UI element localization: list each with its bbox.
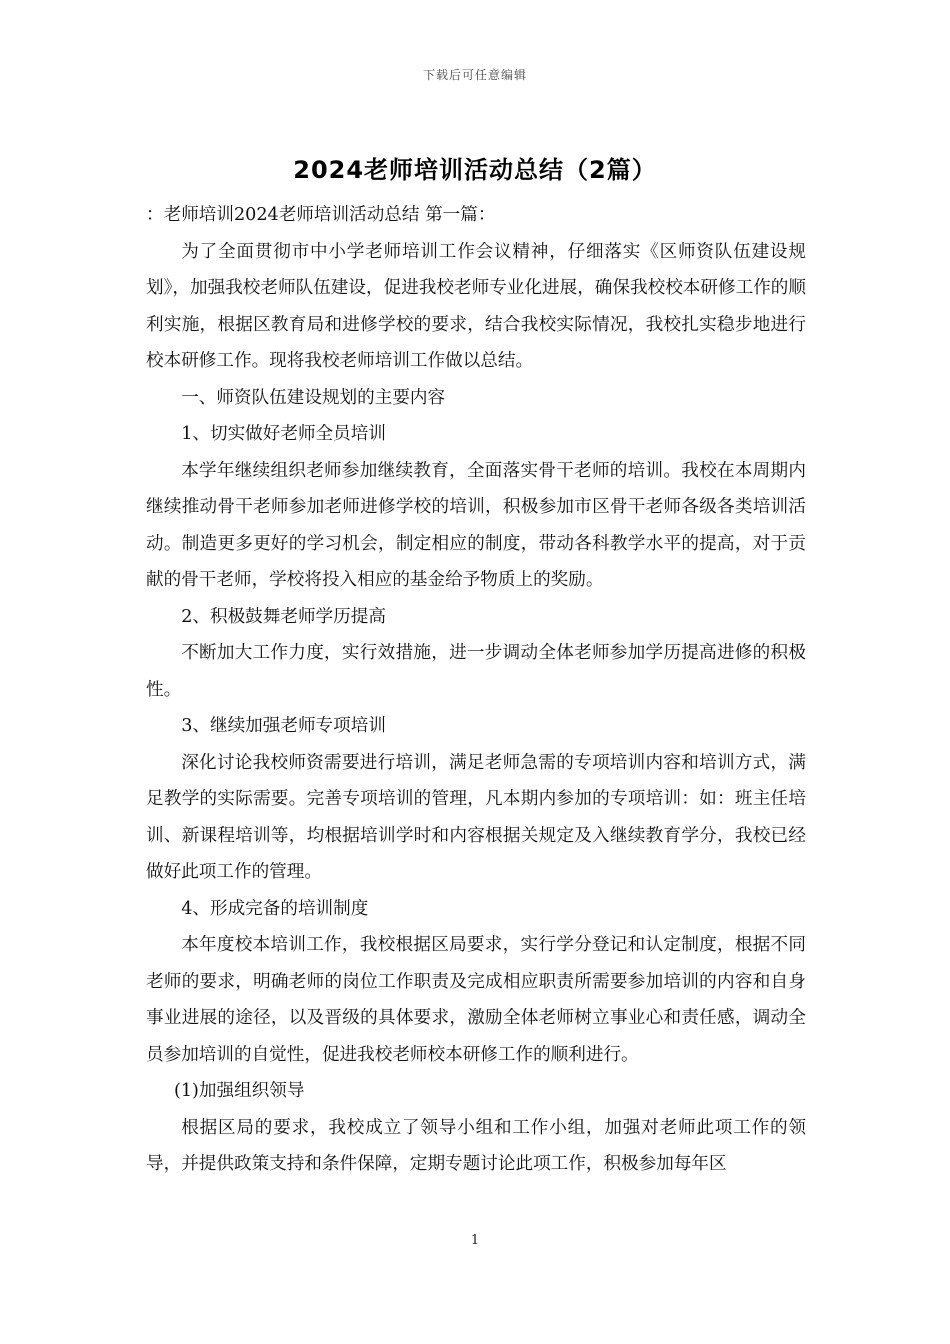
- paragraph: 本学年继续组织老师参加继续教育，全面落实骨干老师的培训。我校在本周期内继续推动骨干老师参加老师进修学校的培训，积极参加市区骨干老师各级各类培训活动。制造更多更好的学习机会，制定相应的制度，带动各科教学水平的提高，对于贡献的骨干老师，学校将投入相应的基金给予物质上的奖励。: [146, 460, 806, 590]
- paragraph: 本年度校本培训工作，我校根据区局要求，实行学分登记和认定制度，根据不同老师的要求，明确老师的岗位工作职责及完成相应职责所需要参加培训的内容和自身事业进展的途径，以及晋级的具体要求，激励全体老师树立事业心和责任感，调动全员参加培训的自觉性，促进我校老师校本研修工作的顺利进行。: [146, 935, 806, 1065]
- document-title: 2024老师培训活动总结（2篇）: [293, 156, 657, 184]
- paragraph: 不断加大工作力度，实行效措施，进一步调动全体老师参加学历提高进修的积极性。: [146, 643, 806, 700]
- paragraph: 根据区局的要求，我校成立了领导小组和工作小组，加强对老师此项工作的领导，并提供政策支持和条件保障，定期专题讨论此项工作，积极参加每年区: [146, 1117, 806, 1174]
- subsection-heading: 1、切实做好老师全员培训: [181, 424, 386, 444]
- paragraph: 深化讨论我校师资需要进行培训，满足老师急需的专项培训内容和培训方式，满足教学的实际需要。完善专项培训的管理，凡本期内参加的专项培训：如：班主任培训、新课程培训等，均根据培训学时和内容根据关规定及入继续教育学分，我校已经做好此项工作的管理。: [146, 752, 806, 882]
- paragraph: 为了全面贯彻市中小学老师培训工作会议精神，仔细落实《区师资队伍建设规划》，加强我校老师队伍建设，促进我校老师专业化进展，确保我校校本研修工作的顺利实施，根据区教育局和进修学校的要求，结合我校实际情况，我校扎实稳步地进行校本研修工作。现将我校老师培训工作做以总结。: [146, 241, 806, 371]
- document-body: [146, 197, 806, 1183]
- lead-line: ：老师培训2024老师培训活动总结 第一篇：: [146, 205, 496, 225]
- subsection-heading: 4、形成完备的培训制度: [181, 898, 369, 919]
- item-heading: (1)加强组织领导: [174, 1081, 305, 1101]
- subsection-heading: 3、继续加强老师专项培训: [181, 716, 386, 736]
- section-heading: 一、师资队伍建设规划的主要内容: [181, 387, 446, 408]
- subsection-heading: 2、积极鼓舞老师学历提高: [181, 606, 386, 627]
- header-note: 下载后可任意编辑: [422, 68, 527, 82]
- page-number: 1: [470, 1233, 480, 1248]
